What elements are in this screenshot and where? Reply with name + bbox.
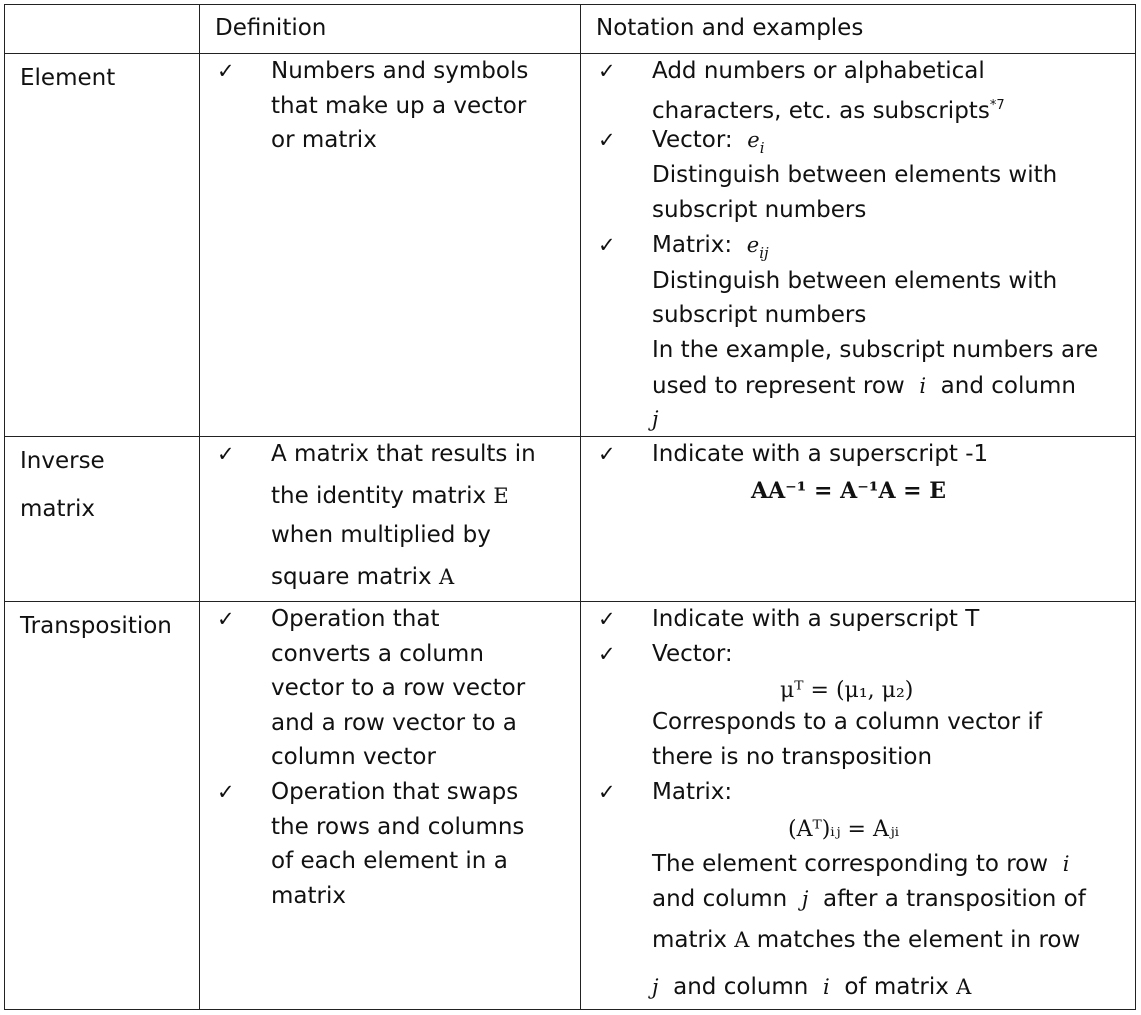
check-icon: ✓ [217,442,235,466]
element-def-line: or matrix [271,127,377,153]
element-def-line: Numbers and symbols [271,58,529,84]
column-divider [580,5,581,1009]
transposition-note-line: Matrix: [652,779,733,805]
matrix-transpose-equation: (Aᵀ)ᵢⱼ = Aⱼᵢ [788,817,900,842]
header-definition: Definition [215,15,327,41]
term-inverse-matrix: Inverse [20,448,105,474]
transposition-def-line: of each element in a [271,848,508,874]
element-note-line: Add numbers or alphabetical [652,58,985,84]
definitions-table [4,4,1136,1010]
transposition-def-line: Operation that [271,606,440,632]
element-note-line: characters, etc. as subscripts$^{*7}$ [652,98,1005,124]
element-note-line: j [652,407,659,431]
check-icon: ✓ [598,607,616,631]
matrix-notation: Matrix: $e_{ij}$ [652,232,769,262]
transposition-note-line: Corresponds to a column vector if [652,709,1042,735]
check-icon: ✓ [598,642,616,666]
transposition-note-line: and column j after a transposition of [652,886,1086,912]
inverse-def-line: when multiplied by [271,522,491,548]
check-icon: ✓ [598,780,616,804]
check-icon: ✓ [598,442,616,466]
check-icon: ✓ [217,59,235,83]
transposition-def-line: vector to a row vector [271,675,526,701]
inverse-def-line: A matrix that results in [271,441,536,467]
check-icon: ✓ [598,59,616,83]
element-note-line: subscript numbers [652,302,867,328]
inverse-note-line: Indicate with a superscript -1 [652,441,989,467]
term-inverse-matrix: matrix [20,496,95,522]
element-note-line: subscript numbers [652,197,867,223]
vector-notation: Vector: $e_i$ [652,127,765,157]
check-icon: ✓ [598,233,616,257]
transposition-def-line: converts a column [271,641,484,667]
transposition-def-line: the rows and columns [271,814,525,840]
check-icon: ✓ [217,607,235,631]
element-note-line: In the example, subscript numbers are [652,337,1099,363]
inverse-def-line: the identity matrix E [271,483,509,509]
header-notation: Notation and examples [596,15,864,41]
footnote-ref: *7 [989,98,1005,113]
transposition-note-line: Vector: [652,641,733,667]
column-divider [199,5,200,1009]
transposition-def-line: column vector [271,744,436,770]
inverse-equation: AA⁻¹ = A⁻¹A = E [751,478,947,504]
element-note-line: Distinguish between elements with [652,268,1058,294]
term-element: Element [20,65,116,91]
inverse-def-line: square matrix A [271,564,455,590]
row-divider [5,436,1135,437]
row-divider [5,53,1135,54]
transposition-def-line: and a row vector to a [271,710,517,736]
check-icon: ✓ [217,780,235,804]
transposition-note-line: Indicate with a superscript T [652,606,980,632]
transposition-note-line: j and column i of matrix A [652,974,972,1000]
transposition-def-line: Operation that swaps [271,779,519,805]
term-transposition: Transposition [20,613,172,639]
vector-transpose-equation: μᵀ = (μ₁, μ₂) [780,678,914,703]
transposition-note-line: there is no transposition [652,744,933,770]
element-def-line: that make up a vector [271,93,527,119]
check-icon: ✓ [598,128,616,152]
transposition-note-line: matrix A matches the element in row [652,927,1081,953]
transposition-def-line: matrix [271,883,346,909]
row-divider [5,601,1135,602]
transposition-note-line: The element corresponding to row i [652,851,1070,877]
element-note-line: Distinguish between elements with [652,162,1058,188]
element-note-line: used to represent row i and column [652,373,1076,399]
